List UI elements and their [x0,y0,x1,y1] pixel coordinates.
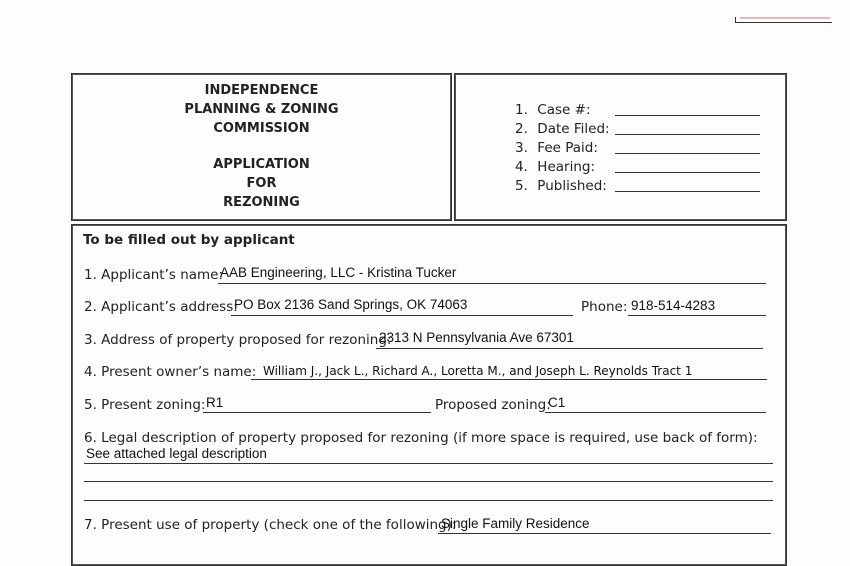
legal-description-value[interactable]: See attached legal description [86,446,267,461]
field-label: Date Filed: [537,121,610,137]
field-number: 5. [515,178,528,194]
office-field-list [515,101,610,196]
applicant-address-label: 2. Applicant’s address: [84,299,238,315]
field-number: 3. [515,140,528,156]
applicant-address-line [231,315,573,316]
title-line: INDEPENDENCE [204,83,319,98]
phone-value[interactable]: 918-514-4283 [631,298,716,313]
present-zoning-line [203,412,431,413]
published-blank[interactable] [615,191,760,192]
case-number-blank[interactable] [615,115,760,116]
office-field-published [515,177,610,196]
legal-description-line [84,481,773,482]
field-label: Case #: [537,102,591,118]
commission-title [72,81,451,138]
office-field-fee-paid [515,139,610,158]
applicant-name-value[interactable]: AAB Engineering, LLC - Kristina Tucker [220,265,457,280]
legal-description-line [84,500,773,501]
form-name-line: FOR [246,176,277,191]
phone-label: Phone: [581,299,628,315]
applicant-section-heading: To be filled out by applicant [83,232,295,248]
present-zoning-label: 5. Present zoning: [84,397,206,413]
proposed-zoning-value[interactable]: C1 [548,395,566,410]
legal-description-label: 6. Legal description of property proposed for rezoning (if more space is required, use back of form): [84,430,758,446]
owner-name-value[interactable]: William J., Jack L., Richard A., Loretta M., and Joseph L. Reynolds Tract 1 [263,364,693,378]
property-address-label: 3. Address of property proposed for rezoning: [84,332,392,348]
applicant-name-line [218,283,766,284]
proposed-zoning-label: Proposed zoning: [435,397,551,413]
date-filed-blank[interactable] [615,134,760,135]
office-field-date-filed [515,120,610,139]
legal-description-line [84,463,773,464]
hearing-blank[interactable] [615,172,760,173]
present-use-label: 7. Present use of property (check one of the following): [84,517,457,533]
fee-paid-blank[interactable] [615,153,760,154]
field-label: Hearing: [537,159,596,175]
field-number: 2. [515,121,528,137]
owner-name-line [251,379,767,380]
property-address-line [376,348,763,349]
form-name [72,155,451,212]
field-number: 1. [515,102,528,118]
present-use-line [438,533,771,534]
field-number: 4. [515,159,528,175]
title-line: COMMISSION [213,121,310,136]
applicant-name-label: 1. Applicant’s name: [84,267,224,283]
office-field-hearing [515,158,610,177]
form-title-box [71,73,452,221]
form-name-line: REZONING [223,195,300,210]
office-field-case [515,101,610,120]
corner-mark-highlight [740,17,830,19]
property-address-value[interactable]: 2313 N Pennsylvania Ave 67301 [379,330,574,345]
title-line: PLANNING & ZONING [184,102,339,117]
phone-line [628,315,766,316]
present-use-value[interactable]: Single Family Residence [441,516,590,531]
form-name-line: APPLICATION [213,157,310,172]
field-label: Published: [537,178,607,194]
field-label: Fee Paid: [537,140,598,156]
office-use-box [454,73,787,221]
proposed-zoning-line [545,412,766,413]
applicant-address-value[interactable]: PO Box 2136 Sand Springs, OK 74063 [234,297,468,312]
present-zoning-value[interactable]: R1 [206,395,224,410]
owner-name-label: 4. Present owner’s name: [84,364,257,380]
